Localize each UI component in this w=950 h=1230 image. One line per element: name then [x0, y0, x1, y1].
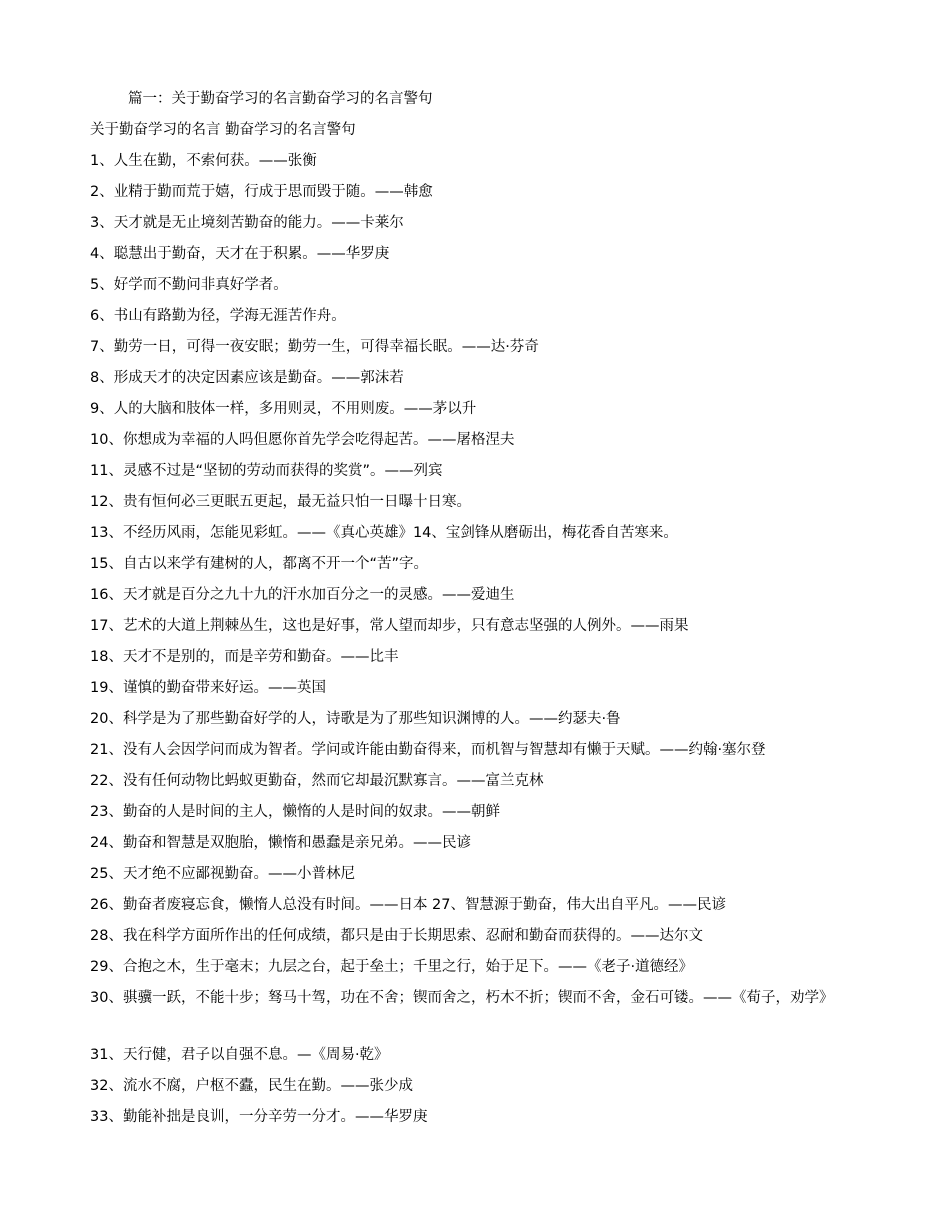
quote-item: 6、书山有路勤为径，学海无涯苦作舟。: [90, 308, 346, 324]
quote-item: 7、勤劳一日，可得一夜安眠；勤劳一生，可得幸福长眠。——达·芬奇: [90, 339, 539, 355]
quote-item: 23、勤奋的人是时间的主人，懒惰的人是时间的奴隶。——朝鲜: [90, 804, 500, 820]
quote-item: 31、天行健，君子以自强不息。—《周易·乾》: [90, 1047, 389, 1063]
quote-item: 3、天才就是无止境刻苦勤奋的能力。——卡莱尔: [90, 215, 404, 231]
quote-item: 17、艺术的大道上荆棘丛生，这也是好事，常人望而却步，只有意志坚强的人例外。——雨果: [90, 618, 689, 634]
quote-list: [90, 151, 890, 1138]
quote-item: 1、人生在勤，不索何获。——张衡: [90, 153, 317, 169]
quote-item: 28、我在科学方面所作出的任何成绩，都只是由于长期思索、忍耐和勤奋而获得的。——达尔文: [90, 928, 703, 944]
quote-item: 19、谨慎的勤奋带来好运。——英国: [90, 680, 326, 696]
quote-item: 32、流水不腐，户枢不蠹，民生在勤。——张少成: [90, 1078, 413, 1094]
quote-item: 24、勤奋和智慧是双胞胎，懒惰和愚蠢是亲兄弟。——民谚: [90, 835, 471, 851]
quote-item: 5、好学而不勤问非真好学者。: [90, 277, 288, 293]
page-subtitle: 关于勤奋学习的名言 勤奋学习的名言警句: [90, 122, 356, 138]
quote-item: 30、骐骥一跃，不能十步；驽马十驾，功在不舍；锲而舍之，朽木不折；锲而不舍，金石可镂。——《荀子，劝学》: [90, 990, 834, 1006]
quote-item: 21、没有人会因学问而成为智者。学问或许能由勤奋得来，而机智与智慧却有懒于天赋。——约翰·塞尔登: [90, 742, 766, 758]
quote-item: 13、不经历风雨，怎能见彩虹。——《真心英雄》14、宝剑锋从磨砺出，梅花香自苦寒来。: [90, 525, 678, 541]
quote-item: 2、业精于勤而荒于嬉，行成于思而毁于随。——韩愈: [90, 184, 433, 200]
quote-item: 15、自古以来学有建树的人，都离不开一个“苦”字。: [90, 556, 428, 572]
quote-item: 20、科学是为了那些勤奋好学的人，诗歌是为了那些知识渊博的人。——约瑟夫·鲁: [90, 711, 621, 727]
quote-item: 16、天才就是百分之九十九的汗水加百分之一的灵感。——爱迪生: [90, 587, 515, 603]
quote-item: 25、天才绝不应鄙视勤奋。——小普林尼: [90, 866, 355, 882]
quote-item: 29、合抱之木，生于毫末；九层之台，起于垒土；千里之行，始于足下。——《老子·道德经》: [90, 959, 694, 975]
quote-item: 9、人的大脑和肢体一样，多用则灵，不用则废。——茅以升: [90, 401, 477, 417]
quote-item: 11、灵感不过是“坚韧的劳动而获得的奖赏”。——列宾: [90, 463, 443, 479]
quote-item: 4、聪慧出于勤奋，天才在于积累。——华罗庚: [90, 246, 390, 262]
quote-item: 22、没有任何动物比蚂蚁更勤奋，然而它却最沉默寡言。——富兰克林: [90, 773, 544, 789]
quote-item: 12、贵有恒何必三更眠五更起，最无益只怕一日曝十日寒。: [90, 494, 471, 510]
quote-item: 33、勤能补拙是良训，一分辛劳一分才。——华罗庚: [90, 1109, 428, 1125]
quote-item: 8、形成天才的决定因素应该是勤奋。——郭沫若: [90, 370, 404, 386]
page-title: 篇一：关于勤奋学习的名言勤奋学习的名言警句: [128, 91, 433, 107]
quote-item: 10、你想成为幸福的人吗但愿你首先学会吃得起苦。——屠格涅夫: [90, 432, 515, 448]
quote-item: 26、勤奋者废寝忘食，懒惰人总没有时间。——日本 27、智慧源于勤奋，伟大出自平凡。——民谚: [90, 897, 727, 913]
quote-item: 18、天才不是别的，而是辛劳和勤奋。——比丰: [90, 649, 399, 665]
